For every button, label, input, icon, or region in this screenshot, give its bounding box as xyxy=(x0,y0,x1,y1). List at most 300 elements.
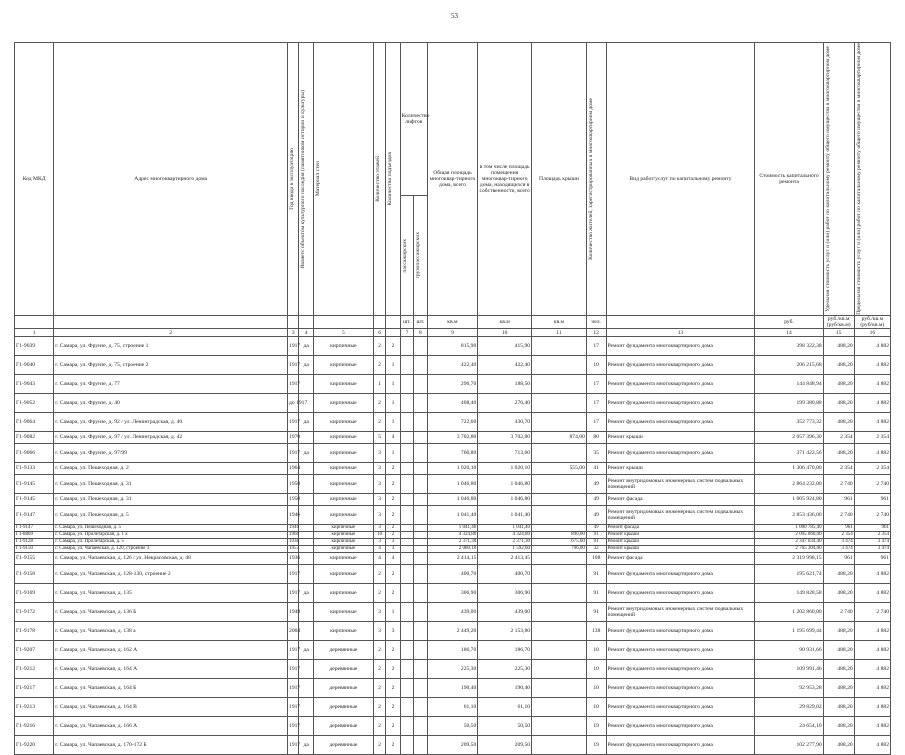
cell-m: 4 882 xyxy=(854,641,890,660)
cell-kod: Г1-9172 xyxy=(15,603,54,622)
cell-res: 91 xyxy=(586,584,606,603)
cell-ent: 1 xyxy=(386,603,400,622)
cell-addr: г. Самара, ул. Чапаевская, д. 120, строение 3 xyxy=(54,546,288,553)
cell-addr: г. Самара, ул. Фрунзе, д. 77 xyxy=(54,375,288,394)
cell-year: 2004 xyxy=(288,622,299,641)
cell-year: 1950 xyxy=(288,475,299,494)
cell-m: 4 882 xyxy=(854,660,890,679)
cell-ent: 2 xyxy=(386,717,400,736)
cell-res: 49 xyxy=(586,475,606,494)
cell-roof: 675,60 xyxy=(532,539,587,546)
unit-cell: шт. xyxy=(400,315,413,328)
unit-cell: руб. xyxy=(755,315,823,328)
cell-year: 1917 xyxy=(288,736,299,755)
cell-lp xyxy=(400,394,413,413)
col-number: 4 xyxy=(299,329,313,337)
units-row xyxy=(15,315,891,328)
cell-addr: г. Самара, ул. Пролетарская, д. 5 xyxy=(54,539,288,546)
cell-wall: кирпичные xyxy=(313,506,373,525)
cell-wall: кирпичные xyxy=(313,532,373,539)
cell-res: 17 xyxy=(586,337,606,356)
unit-cell: шт. xyxy=(414,315,427,328)
cell-wall: кирпичные xyxy=(313,432,373,444)
cell-u: 488,20 xyxy=(823,641,854,660)
cell-fl: 1 xyxy=(373,375,385,394)
cell-cost: 195 621,74 xyxy=(755,565,823,584)
cell-cost: 29 829,02 xyxy=(755,698,823,717)
header-floors: Количество этажей xyxy=(373,43,385,316)
cell-roof xyxy=(532,698,587,717)
cell-year: до 1917 xyxy=(288,394,299,413)
cell-addr: г. Самара, ул. Чапаевская, д. 135 xyxy=(54,584,288,603)
cell-res: 108 xyxy=(586,553,606,565)
cell-cost: 1 306 470,00 xyxy=(755,463,823,475)
cell-a1: 760,80 xyxy=(427,444,478,463)
cell-work: Ремонт фундамента многоквартирного дома xyxy=(606,337,755,356)
cell-year: 1917 xyxy=(288,444,299,463)
col-number: 8 xyxy=(414,329,427,337)
cell-cult xyxy=(299,539,313,546)
cell-ent: 4 xyxy=(386,553,400,565)
cell-fl: 3 xyxy=(373,539,385,546)
cell-addr: г. Самара, ул. Пешеходная, д. 5 xyxy=(54,506,288,525)
cell-lc xyxy=(414,698,427,717)
cell-u: 488,20 xyxy=(823,736,854,755)
table-header xyxy=(15,43,891,337)
cell-wall: кирпичные xyxy=(313,546,373,553)
cell-cult xyxy=(299,622,313,641)
cell-ent: 3 xyxy=(386,546,400,553)
cell-m: 2 740 xyxy=(854,475,890,494)
cell-cost: 2 347 034,40 xyxy=(755,539,823,546)
cell-a2: 4 324,80 xyxy=(478,532,532,539)
cell-m: 2 740 xyxy=(854,603,890,622)
cell-a1: 439,00 xyxy=(427,603,478,622)
cell-a1: 2 449,20 xyxy=(427,622,478,641)
table-row xyxy=(15,736,891,755)
cell-lc xyxy=(414,736,427,755)
cell-wall: кирпичные xyxy=(313,553,373,565)
cell-m: 4 882 xyxy=(854,337,890,356)
cell-ent: 2 xyxy=(386,525,400,532)
cell-u: 2 740 xyxy=(823,506,854,525)
cell-cost: 398 322,38 xyxy=(755,337,823,356)
table-row xyxy=(15,394,891,413)
cell-addr: г. Самара, ул. Фрунзе, д. 75, строение 1 xyxy=(54,337,288,356)
cell-ent: 3 xyxy=(386,622,400,641)
cell-a1: 296,70 xyxy=(427,375,478,394)
cell-a2: 1 046,80 xyxy=(478,494,532,506)
cell-a1: 1 046,80 xyxy=(427,475,478,494)
cell-u: 488,20 xyxy=(823,565,854,584)
cell-lp xyxy=(400,565,413,584)
cell-u: 961 xyxy=(823,494,854,506)
cell-kod: Г1-9178 xyxy=(15,622,54,641)
cell-cult xyxy=(299,660,313,679)
cell-u: 2 354 xyxy=(823,463,854,475)
cell-work: Ремонт крыши xyxy=(606,539,755,546)
cell-lc xyxy=(414,660,427,679)
cell-wall: деревянные xyxy=(313,641,373,660)
cell-work: Ремонт фундамента многоквартирного дома xyxy=(606,622,755,641)
cell-ent: 2 xyxy=(386,532,400,539)
cell-ent: 2 xyxy=(386,494,400,506)
cell-year: 1938 xyxy=(289,539,300,545)
cell-ent: 2 xyxy=(386,641,400,660)
cell-work: Ремонт фундамента многоквартирного дома xyxy=(606,679,755,698)
cell-a1: 408,40 xyxy=(427,394,478,413)
cell-cult xyxy=(299,432,313,444)
cell-cult xyxy=(299,532,313,539)
cell-ent: 2 xyxy=(386,584,400,603)
cell-m: 3 474 xyxy=(854,546,890,553)
cell-res: 138 xyxy=(586,622,606,641)
cell-res: 10 xyxy=(586,698,606,717)
cell-roof xyxy=(532,413,587,432)
cell-a1: 400,70 xyxy=(427,565,478,584)
cell-cult xyxy=(299,698,313,717)
header-area-total: Общая площадь многоквар-тирного дома, всего xyxy=(427,43,478,316)
cell-roof xyxy=(532,506,587,525)
cell-res: 49 xyxy=(586,494,606,506)
cell-cult xyxy=(299,546,313,553)
cell-lc xyxy=(414,717,427,736)
cell-roof xyxy=(532,337,587,356)
cell-fl: 3 xyxy=(373,506,385,525)
cell-ent: 2 xyxy=(386,475,400,494)
cell-a2: 1 592,60 xyxy=(478,546,532,553)
table-row xyxy=(15,603,891,622)
header-year: Год ввода в эксплуатацию xyxy=(288,43,299,316)
cell-ent: 2 xyxy=(386,679,400,698)
cell-cult: да xyxy=(299,337,313,356)
table-row xyxy=(15,679,891,698)
cell-ent: 4 xyxy=(386,432,400,444)
cell-year: 1917 xyxy=(288,698,299,717)
header-address: Адрес многоквартирного дома xyxy=(54,43,288,316)
cell-cost: 109 991,46 xyxy=(755,660,823,679)
cell-u: 961 xyxy=(823,553,854,565)
cell-roof xyxy=(532,375,587,394)
cell-res: 41 xyxy=(586,463,606,475)
cell-a1: 186,70 xyxy=(427,641,478,660)
cell-lp xyxy=(400,463,413,475)
cell-lp xyxy=(400,584,413,603)
cell-kod: Г1-9158 xyxy=(15,565,54,584)
cell-a2: 209,50 xyxy=(478,736,532,755)
cell-kod: Г1-9128 xyxy=(15,539,54,546)
cell-a1: 4 324,80 xyxy=(427,532,478,539)
table-row xyxy=(15,553,891,565)
cell-work: Ремонт фасада xyxy=(606,525,755,532)
cell-work: Ремонт фундамента многоквартирного дома xyxy=(606,444,755,463)
cell-addr: г. Самара, ул. Чапаевская, д. 164 Б xyxy=(54,679,288,698)
cell-cult: да xyxy=(299,444,313,463)
cell-addr: г. Самара, ул. Пролетарская, д. 1 а xyxy=(54,532,288,539)
unit-cell: кв.м xyxy=(427,315,478,328)
cell-a1: 190,40 xyxy=(427,679,478,698)
cell-cost: 2 095 060,00 xyxy=(755,532,823,539)
header-lifts: Количество лифтов xyxy=(400,43,427,196)
cell-u: 488,20 xyxy=(823,356,854,375)
col-number: 13 xyxy=(606,329,755,337)
table-row xyxy=(15,356,891,375)
cell-u: 488,20 xyxy=(823,679,854,698)
cell-m: 4 882 xyxy=(854,394,890,413)
cell-work: Ремонт крыши xyxy=(606,532,755,539)
cell-cost: 2 765 304,00 xyxy=(755,546,823,553)
cell-lp xyxy=(400,413,413,432)
col-number: 15 xyxy=(823,329,854,337)
cell-kod: Г1-9147 xyxy=(15,506,54,525)
table-row xyxy=(15,565,891,584)
cell-u: 488,20 xyxy=(823,337,854,356)
cell-a1: 209,50 xyxy=(427,736,478,755)
cell-ent: 2 xyxy=(386,660,400,679)
cell-m: 961 xyxy=(854,494,890,506)
cell-ent: 3 xyxy=(386,539,400,546)
cell-a1: 2 080,10 xyxy=(427,546,478,553)
cell-u: 2 740 xyxy=(823,603,854,622)
cell-addr: г. Самара, ул. Фрунзе, д. 97 / ул. Ленинградская, д. 42 xyxy=(54,432,288,444)
cell-year: 1946 xyxy=(289,525,300,531)
cell-work: Ремонт фасада xyxy=(606,553,755,565)
cell-cult: да xyxy=(299,641,313,660)
cell-roof xyxy=(532,494,587,506)
cell-roof xyxy=(532,444,587,463)
header-area-own: в том числе площадь помещения многоквар-тирного дома, находящихся в собственности, всего xyxy=(478,43,532,316)
cell-cost: 352 773,32 xyxy=(755,413,823,432)
cell-u: 488,20 xyxy=(823,444,854,463)
cell-u: 488,20 xyxy=(823,375,854,394)
cell-m: 2 354 xyxy=(854,463,890,475)
cell-cost: 206 215,68 xyxy=(755,356,823,375)
cell-kod: Г1-9133 xyxy=(15,463,54,475)
cell-fl: 5 xyxy=(373,432,385,444)
cell-roof xyxy=(532,565,587,584)
cell-fl: 4 xyxy=(373,546,385,553)
col-number: 1 xyxy=(15,329,54,337)
cell-lc xyxy=(414,356,427,375)
cell-wall: кирпичные xyxy=(313,525,373,532)
col-number: 16 xyxy=(854,329,890,337)
cell-addr: г. Самара, ул. Чапаевская, д. 164 А xyxy=(54,660,288,679)
cell-cult xyxy=(299,525,313,532)
cell-year: 1917 xyxy=(288,660,299,679)
cell-lc xyxy=(414,337,427,356)
cell-fl: 3 xyxy=(373,603,385,622)
cell-roof: 796,00 xyxy=(532,546,587,553)
cell-res: 19 xyxy=(586,736,606,755)
cell-a2: 400,70 xyxy=(478,565,532,584)
cell-fl: 2 xyxy=(373,584,385,603)
cell-year: 1917 xyxy=(288,679,299,698)
cell-m: 4 882 xyxy=(854,413,890,432)
cell-lc xyxy=(414,532,427,539)
cell-res: 35 xyxy=(586,444,606,463)
cell-addr: г. Самара, ул. Пешеходная, д. 31 xyxy=(54,475,288,494)
cell-cost: 1 195 699,44 xyxy=(755,622,823,641)
cell-ent: 2 xyxy=(386,736,400,755)
cell-roof xyxy=(532,603,587,622)
header-kod: Код МКД xyxy=(15,43,54,316)
cell-fl: 2 xyxy=(373,356,385,375)
col-number: 2 xyxy=(54,329,288,337)
cell-wall: деревянные xyxy=(313,679,373,698)
cell-wall: деревянные xyxy=(313,717,373,736)
cell-lp xyxy=(400,444,413,463)
cell-kod: Г1-9145 xyxy=(15,475,54,494)
cell-year: 1917 xyxy=(288,584,299,603)
col-number: 9 xyxy=(427,329,478,337)
cell-addr: г. Самара, ул. Чапаевская, д. 170-172 Б xyxy=(54,736,288,755)
cell-wall: кирпичные xyxy=(313,394,373,413)
header-roof: Площадь крыши xyxy=(532,43,587,316)
cell-m: 4 882 xyxy=(854,736,890,755)
cell-year: 1950 xyxy=(288,494,299,506)
cell-kod: Г1-9145 xyxy=(15,494,54,506)
cell-ent: 2 xyxy=(386,698,400,717)
table-row xyxy=(15,532,891,539)
cell-addr: г. Самара, ул. Чапаевская, д. 138 а xyxy=(54,622,288,641)
cell-m: 4 882 xyxy=(854,356,890,375)
col-number: 14 xyxy=(755,329,823,337)
cell-ent: 1 xyxy=(386,356,400,375)
cell-lp xyxy=(400,337,413,356)
table-row xyxy=(15,413,891,432)
table-body xyxy=(15,337,891,755)
table-row xyxy=(15,660,891,679)
cell-a2: 2 413,45 xyxy=(478,553,532,565)
cell-work: Ремонт крыши xyxy=(606,432,755,444)
cell-year: 1917 xyxy=(288,565,299,584)
table-row xyxy=(15,494,891,506)
cell-a2: 1 041,40 xyxy=(478,506,532,525)
cell-cost: 2 319 998,15 xyxy=(755,553,823,565)
cell-a2: 186,70 xyxy=(478,641,532,660)
cell-work: Ремонт фасада xyxy=(606,494,755,506)
cell-cost: 144 848,94 xyxy=(755,375,823,394)
unit-cell: руб./кв.м (руб/кв.м) xyxy=(823,315,854,328)
table-row xyxy=(15,584,891,603)
cell-year: 1917 xyxy=(288,641,299,660)
cell-lp xyxy=(400,494,413,506)
cell-lc xyxy=(414,525,427,532)
cell-m: 4 882 xyxy=(854,698,890,717)
cell-lc xyxy=(414,641,427,660)
cell-roof: 555,00 xyxy=(532,463,587,475)
cell-year: 1970 xyxy=(288,432,299,444)
cell-work: Ремонт фундамента многоквартирного дома xyxy=(606,641,755,660)
unit-cell: кв.м xyxy=(478,315,532,328)
cell-lp xyxy=(400,539,413,546)
cell-u: 2 740 xyxy=(823,475,854,494)
cell-lc xyxy=(414,475,427,494)
cell-lp xyxy=(400,506,413,525)
cell-fl: 3 xyxy=(373,463,385,475)
cell-a2: 61,10 xyxy=(478,698,532,717)
cell-year: 1949 xyxy=(288,603,299,622)
unit-cell: кв.м xyxy=(532,315,587,328)
cell-year: 1936 xyxy=(288,553,299,565)
cell-lp xyxy=(400,432,413,444)
cell-wall: кирпичные xyxy=(313,539,373,546)
cell-a2: 190,40 xyxy=(478,679,532,698)
cell-m: 4 882 xyxy=(854,622,890,641)
column-numbers-row xyxy=(15,329,891,337)
cell-fl: 2 xyxy=(373,413,385,432)
cell-m: 4 882 xyxy=(854,584,890,603)
cell-work: Ремонт фундамента многоквартирного дома xyxy=(606,565,755,584)
cell-lp xyxy=(400,603,413,622)
header-entrances: Количество подъездов xyxy=(386,43,400,316)
cell-work: Ремонт фундамента многоквартирного дома xyxy=(606,660,755,679)
cell-a2: 415,90 xyxy=(478,337,532,356)
table-row xyxy=(15,463,891,475)
header-culture: Являетс объектом культурного наследия (памятником истории и культуры) xyxy=(299,43,313,316)
cell-res: 10 xyxy=(586,641,606,660)
header-cost: Стоимость капитального ремонта xyxy=(755,43,823,316)
cell-cult: да xyxy=(299,584,313,603)
cell-lc xyxy=(414,539,427,546)
cell-wall: кирпичные xyxy=(313,475,373,494)
cell-a2: 188,50 xyxy=(478,375,532,394)
header-lifts-pass: пассажирских xyxy=(400,196,413,316)
cell-year: 1917 xyxy=(288,375,299,394)
cell-a2: 225,30 xyxy=(478,660,532,679)
cell-res: 10 xyxy=(586,660,606,679)
col-number: 10 xyxy=(478,329,532,337)
cell-a2: 1 041,40 xyxy=(478,525,532,532)
cell-roof xyxy=(532,553,587,565)
cell-a1: 61,10 xyxy=(427,698,478,717)
cell-ent: 2 xyxy=(386,463,400,475)
cell-work: Ремонт внутридомовых инженерных систем подвальных помещений xyxy=(606,506,755,525)
cell-m: 961 xyxy=(854,525,890,532)
cell-a1: 2 371,30 xyxy=(427,539,478,546)
cell-cost: 1 005 924,80 xyxy=(755,494,823,506)
cell-lp xyxy=(400,553,413,565)
cell-year: 1957 xyxy=(289,546,300,552)
cell-lc xyxy=(414,413,427,432)
cell-fl: 2 xyxy=(373,717,385,736)
cell-res: 91 xyxy=(586,603,606,622)
cell-year: 1917 xyxy=(288,717,299,736)
col-number: 7 xyxy=(400,329,413,337)
cell-a1: 1 020,10 xyxy=(427,463,478,475)
table-row xyxy=(15,546,891,553)
col-number: 11 xyxy=(532,329,587,337)
cell-kod: Г1-9150 xyxy=(15,546,54,553)
cell-kod: Г1-9213 xyxy=(15,698,54,717)
table-row xyxy=(15,337,891,356)
cell-cost: 199 380,88 xyxy=(755,394,823,413)
cell-ent: 1 xyxy=(386,375,400,394)
table-row xyxy=(15,622,891,641)
table-row xyxy=(15,698,891,717)
unit-cell: чел. xyxy=(586,315,606,328)
cell-addr: г. Самара, ул. Пешеходная, д. 2 xyxy=(54,463,288,475)
cell-lc xyxy=(414,565,427,584)
cell-wall: кирпичные xyxy=(313,356,373,375)
cell-cult xyxy=(299,553,313,565)
cell-lc xyxy=(414,432,427,444)
cell-m: 3 474 xyxy=(854,539,890,546)
header-work-type: Вид работ/услуг по капитальному ремонту xyxy=(606,43,755,316)
cell-a1: 50,50 xyxy=(427,717,478,736)
cell-ent: 2 xyxy=(386,337,400,356)
cell-u: 488,20 xyxy=(823,660,854,679)
